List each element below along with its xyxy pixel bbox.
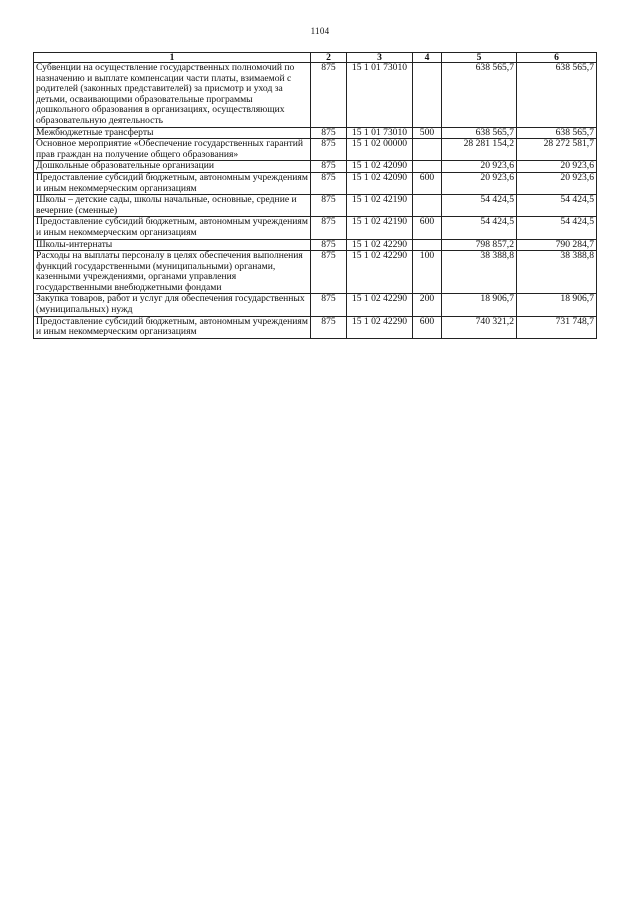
row-csr-cell: 15 1 02 42090 (347, 172, 413, 194)
row-csr-cell: 15 1 02 42290 (347, 251, 413, 294)
row-ved-cell: 875 (311, 316, 347, 338)
row-amount1-cell: 740 321,2 (442, 316, 517, 338)
row-csr-cell: 15 1 02 42290 (347, 239, 413, 251)
table-row (34, 239, 597, 251)
row-ved-cell: 875 (311, 217, 347, 239)
row-ved-cell: 875 (311, 251, 347, 294)
row-name-cell: Предоставление субсидий бюджетным, автономным учреждениям и иным некоммерческим организациям (34, 172, 311, 194)
header-col-6: 6 (517, 53, 597, 63)
row-amount1-cell: 54 424,5 (442, 195, 517, 217)
row-vr-cell: 500 (413, 127, 442, 139)
table-row (34, 139, 597, 161)
row-name-cell: Межбюджетные трансферты (34, 127, 311, 139)
table-row (34, 161, 597, 173)
row-amount1-cell: 20 923,6 (442, 161, 517, 173)
table-header-row (34, 53, 597, 63)
row-csr-cell: 15 1 01 73010 (347, 63, 413, 128)
header-col-1: 1 (34, 53, 311, 63)
row-amount1-cell: 38 388,8 (442, 251, 517, 294)
table-row (34, 127, 597, 139)
row-vr-cell (413, 139, 442, 161)
row-amount1-cell: 18 906,7 (442, 294, 517, 316)
row-amount1-cell: 638 565,7 (442, 127, 517, 139)
row-amount2-cell: 20 923,6 (517, 172, 597, 194)
row-amount1-cell: 798 857,2 (442, 239, 517, 251)
row-amount2-cell: 54 424,5 (517, 217, 597, 239)
table-row (34, 316, 597, 338)
row-amount1-cell: 638 565,7 (442, 63, 517, 128)
row-vr-cell (413, 63, 442, 128)
table-row (34, 251, 597, 294)
table-row (34, 294, 597, 316)
row-csr-cell: 15 1 02 42190 (347, 217, 413, 239)
page-number: 1104 (310, 26, 330, 36)
row-name-cell: Расходы на выплаты персоналу в целях обеспечения выполнения функций государственными (муниципальными) органами, казенными учреждениями, органами управления государственными внебюджетными фондами (34, 251, 311, 294)
row-name-cell: Предоставление субсидий бюджетным, автономным учреждениям и иным некоммерческим организациям (34, 217, 311, 239)
row-vr-cell: 200 (413, 294, 442, 316)
row-amount2-cell: 18 906,7 (517, 294, 597, 316)
row-amount2-cell: 38 388,8 (517, 251, 597, 294)
row-amount2-cell: 790 284,7 (517, 239, 597, 251)
row-name-cell: Субвенции на осуществление государственных полномочий по назначению и выплате компенсации части платы, взимаемой с родителей (законных представителей) за присмотр и уход за детьми, осваивающими образовательные программы дошкольного образования в организациях, осуществляющих образовательную деятельность (34, 63, 311, 128)
row-ved-cell: 875 (311, 161, 347, 173)
row-ved-cell: 875 (311, 127, 347, 139)
row-ved-cell: 875 (311, 294, 347, 316)
row-vr-cell (413, 195, 442, 217)
table-row (34, 172, 597, 194)
table-row (34, 63, 597, 128)
row-ved-cell: 875 (311, 139, 347, 161)
row-amount2-cell: 731 748,7 (517, 316, 597, 338)
row-vr-cell (413, 239, 442, 251)
row-name-cell: Школы – детские сады, школы начальные, основные, средние и вечерние (сменные) (34, 195, 311, 217)
header-col-5: 5 (442, 53, 517, 63)
row-amount2-cell: 54 424,5 (517, 195, 597, 217)
header-col-3: 3 (347, 53, 413, 63)
row-vr-cell (413, 161, 442, 173)
table-row (34, 195, 597, 217)
row-csr-cell: 15 1 02 00000 (347, 139, 413, 161)
row-csr-cell: 15 1 01 73010 (347, 127, 413, 139)
row-amount1-cell: 20 923,6 (442, 172, 517, 194)
budget-table (33, 52, 597, 339)
header-col-2: 2 (311, 53, 347, 63)
row-name-cell: Школы-интернаты (34, 239, 311, 251)
row-ved-cell: 875 (311, 239, 347, 251)
row-csr-cell: 15 1 02 42190 (347, 195, 413, 217)
row-csr-cell: 15 1 02 42090 (347, 161, 413, 173)
row-vr-cell: 100 (413, 251, 442, 294)
row-name-cell: Дошкольные образовательные организации (34, 161, 311, 173)
row-name-cell: Основное мероприятие «Обеспечение государственных гарантий прав граждан на получение общего образования» (34, 139, 311, 161)
row-amount1-cell: 28 281 154,2 (442, 139, 517, 161)
row-ved-cell: 875 (311, 63, 347, 128)
row-amount2-cell: 28 272 581,7 (517, 139, 597, 161)
row-csr-cell: 15 1 02 42290 (347, 316, 413, 338)
row-amount2-cell: 638 565,7 (517, 127, 597, 139)
table-row (34, 217, 597, 239)
row-vr-cell: 600 (413, 172, 442, 194)
row-vr-cell: 600 (413, 217, 442, 239)
row-name-cell: Закупка товаров, работ и услуг для обеспечения государственных (муниципальных) нужд (34, 294, 311, 316)
header-col-4: 4 (413, 53, 442, 63)
row-amount1-cell: 54 424,5 (442, 217, 517, 239)
row-ved-cell: 875 (311, 195, 347, 217)
row-csr-cell: 15 1 02 42290 (347, 294, 413, 316)
row-ved-cell: 875 (311, 172, 347, 194)
row-amount2-cell: 638 565,7 (517, 63, 597, 128)
row-name-cell: Предоставление субсидий бюджетным, автономным учреждениям и иным некоммерческим организациям (34, 316, 311, 338)
row-amount2-cell: 20 923,6 (517, 161, 597, 173)
row-vr-cell: 600 (413, 316, 442, 338)
